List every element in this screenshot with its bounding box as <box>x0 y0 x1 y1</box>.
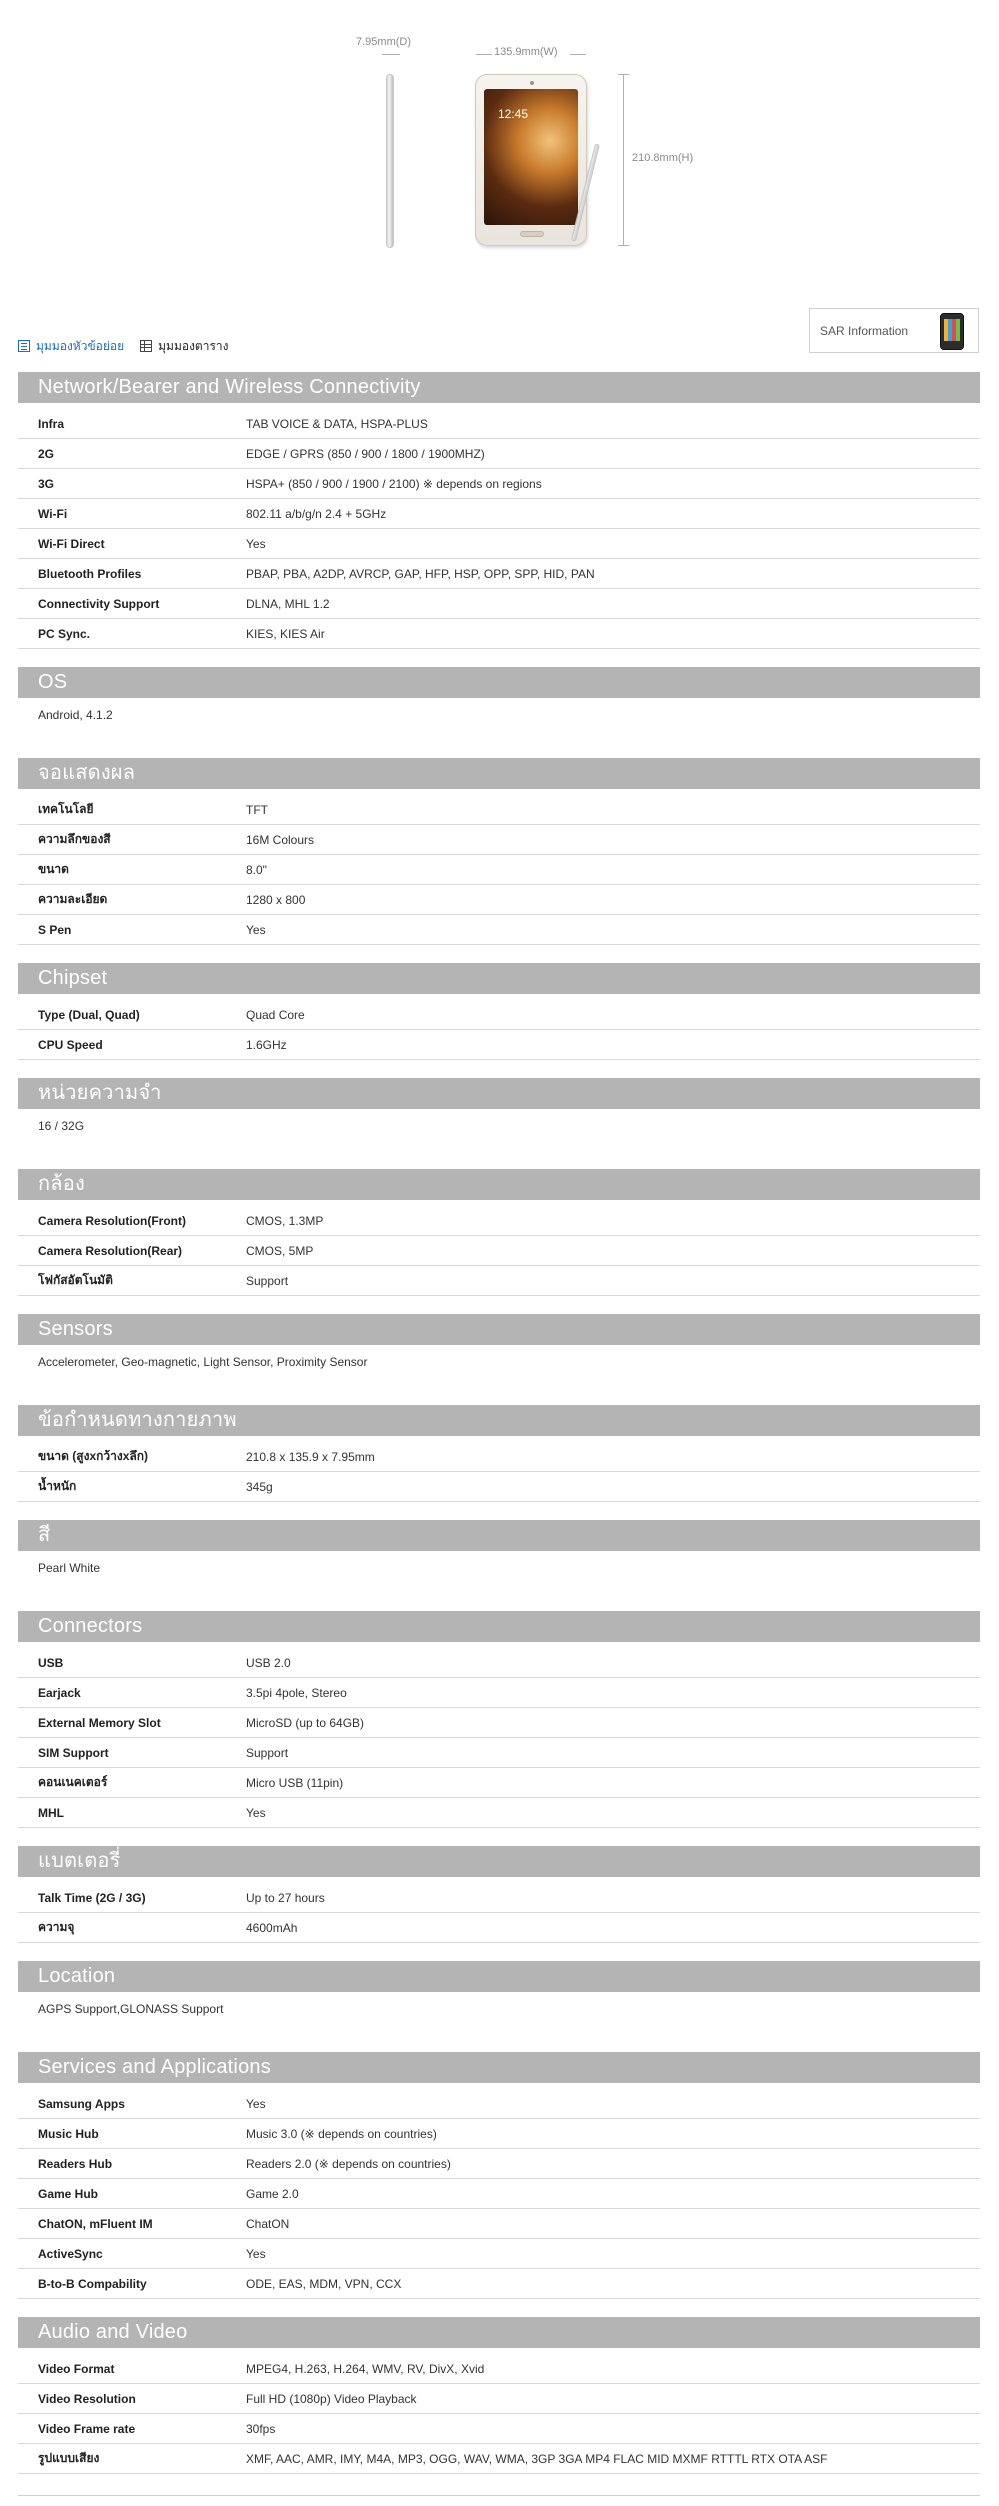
section-gap <box>18 649 980 667</box>
spec-rows <box>18 403 980 649</box>
spec-rows <box>18 994 980 1060</box>
spec-key: External Memory Slot <box>38 1715 161 1730</box>
spec-key: คอนเนคเตอร์ <box>38 1775 108 1789</box>
spec-value: Full HD (1080p) Video Playback <box>246 2391 417 2406</box>
section-title: Audio and Video <box>18 2317 980 2348</box>
spec-value: Support <box>246 1273 289 1288</box>
spec-key: Readers Hub <box>38 2156 113 2171</box>
height-line <box>623 74 624 246</box>
spec-value: ODE, EAS, MDM, VPN, CCX <box>246 2276 402 2291</box>
spec-key: Camera Resolution(Rear) <box>38 1243 183 1258</box>
spec-row <box>18 619 980 649</box>
spec-row <box>18 529 980 559</box>
spec-value: XMF, AAC, AMR, IMY, M4A, MP3, OGG, WAV, WMA, 3GP 3GA MP4 FLAC MID MXMF RTTTL RTX OTA ASF <box>246 2451 828 2466</box>
spec-row <box>18 439 980 469</box>
spec-value: 4600mAh <box>246 1920 298 1935</box>
list-view-label: มุมมองหัวข้อย่อย <box>36 338 125 353</box>
bottom-divider <box>18 2495 980 2496</box>
spec-key: Wi-Fi <box>38 506 68 521</box>
spec-value: DLNA, MHL 1.2 <box>246 596 330 611</box>
height-tick-bottom <box>618 245 629 246</box>
spec-section <box>18 1961 980 2052</box>
spec-value: TFT <box>246 802 268 817</box>
spec-value: CMOS, 5MP <box>246 1243 314 1258</box>
section-title: Chipset <box>18 963 980 994</box>
spec-row <box>18 2089 980 2119</box>
phone-icon <box>940 313 964 350</box>
spec-key: ขนาด (สูงxกว้างxลึก) <box>38 1449 149 1463</box>
tablet-front-view <box>475 74 587 246</box>
home-button <box>520 231 544 237</box>
spec-key: 2G <box>38 446 55 461</box>
spec-value: Yes <box>246 922 266 937</box>
spec-row <box>18 2119 980 2149</box>
spec-key: Music Hub <box>38 2126 99 2141</box>
spec-key: MHL <box>38 1805 64 1820</box>
spec-value: 16M Colours <box>246 832 315 847</box>
spec-row <box>18 1798 980 1828</box>
spec-rows <box>18 1200 980 1296</box>
spec-row <box>18 1236 980 1266</box>
section-gap <box>18 1151 980 1169</box>
spec-row <box>18 1442 980 1472</box>
spec-key: Camera Resolution(Front) <box>38 1213 187 1228</box>
spec-key: B-to-B Compability <box>38 2276 147 2291</box>
spec-section <box>18 1169 980 1314</box>
spec-key: Wi-Fi Direct <box>38 536 105 551</box>
spec-key: Samsung Apps <box>38 2096 125 2111</box>
spec-key: Earjack <box>38 1685 81 1700</box>
tablet-side-view <box>386 74 394 248</box>
screen-clock: 12:45 <box>498 107 529 121</box>
spec-value: USB 2.0 <box>246 1655 291 1670</box>
sar-label: SAR Information <box>820 323 909 338</box>
spec-value: Support <box>246 1745 289 1760</box>
spec-row <box>18 2209 980 2239</box>
spec-value: ChatON <box>246 2216 290 2231</box>
spec-section <box>18 758 980 963</box>
spec-value: 8.0" <box>246 862 267 877</box>
spec-value: Yes <box>246 536 266 551</box>
spec-row <box>18 915 980 945</box>
spec-rows <box>18 789 980 945</box>
spec-value: KIES, KIES Air <box>246 626 325 641</box>
section-title: สี <box>18 1520 980 1551</box>
spec-row <box>18 559 980 589</box>
spec-value: Micro USB (11pin) <box>246 1775 344 1790</box>
spec-key: Video Format <box>38 2361 115 2376</box>
spec-value: 345g <box>246 1479 273 1494</box>
spec-value: Music 3.0 (※ depends on countries) <box>246 2126 437 2141</box>
spec-value: PBAP, PBA, A2DP, AVRCP, GAP, HFP, HSP, OPP, SPP, HID, PAN <box>246 566 595 581</box>
spec-value: MPEG4, H.263, H.264, WMV, RV, DivX, Xvid <box>246 2361 485 2376</box>
spec-section <box>18 1314 980 1405</box>
spec-value: EDGE / GPRS (850 / 900 / 1800 / 1900MHZ) <box>246 446 485 461</box>
spec-row <box>18 1030 980 1060</box>
spec-key: ความละเอียด <box>38 892 108 906</box>
spec-row <box>18 2414 980 2444</box>
spec-row <box>18 1472 980 1502</box>
spec-row <box>18 2239 980 2269</box>
spec-row <box>18 469 980 499</box>
spec-row <box>18 409 980 439</box>
height-label: 210.8mm(H) <box>632 152 694 164</box>
table-view-label: มุมมองตาราง <box>158 338 229 353</box>
spec-value: 1.6GHz <box>246 1037 287 1052</box>
spec-key: เทคโนโลยี <box>38 802 94 816</box>
spec-value: 1280 x 800 <box>246 892 306 907</box>
section-title: Network/Bearer and Wireless Connectivity <box>18 372 980 403</box>
spec-key: Bluetooth Profiles <box>38 566 142 581</box>
depth-line <box>382 54 400 55</box>
spec-value: Readers 2.0 (※ depends on countries) <box>246 2156 451 2171</box>
list-view-icon <box>18 340 30 352</box>
spec-key: SIM Support <box>38 1745 109 1760</box>
spec-row <box>18 1738 980 1768</box>
spec-row <box>18 1883 980 1913</box>
spec-sections <box>18 372 980 2492</box>
spec-key: Talk Time (2G / 3G) <box>38 1890 146 1905</box>
section-gap <box>18 2034 980 2052</box>
spec-key: Infra <box>38 416 65 431</box>
spec-rows <box>18 1436 980 1502</box>
width-line-right <box>570 54 586 55</box>
section-gap <box>18 1593 980 1611</box>
spec-value: HSPA+ (850 / 900 / 1900 / 2100) ※ depends on regions <box>246 476 542 491</box>
spec-section <box>18 1611 980 1846</box>
spec-key: ChatON, mFluent IM <box>38 2216 153 2231</box>
spec-key: PC Sync. <box>38 626 91 641</box>
spec-rows <box>18 1877 980 1943</box>
spec-row <box>18 855 980 885</box>
spec-key: น้ำหนัก <box>38 1479 77 1493</box>
spec-row <box>18 499 980 529</box>
spec-value: Yes <box>246 1805 266 1820</box>
spec-section <box>18 1520 980 1611</box>
spec-section <box>18 963 980 1078</box>
spec-value: 30fps <box>246 2421 276 2436</box>
section-gap <box>18 1060 980 1078</box>
section-title: OS <box>18 667 980 698</box>
spec-row <box>18 2269 980 2299</box>
table-view-link[interactable] <box>140 337 228 356</box>
section-title: กล้อง <box>18 1169 980 1200</box>
depth-label: 7.95mm(D) <box>356 36 412 48</box>
spec-value: 210.8 x 135.9 x 7.95mm <box>246 1449 375 1464</box>
section-title: ข้อกำหนดทางกายภาพ <box>18 1405 980 1436</box>
spec-row <box>18 2354 980 2384</box>
spec-section <box>18 1078 980 1169</box>
section-gap <box>18 945 980 963</box>
sar-information-button[interactable] <box>809 308 979 353</box>
spec-row <box>18 1266 980 1296</box>
section-gap <box>18 1296 980 1314</box>
view-toggle-bar <box>18 336 229 356</box>
spec-row <box>18 2149 980 2179</box>
spec-value: Yes <box>246 2096 266 2111</box>
section-title: แบตเตอรี่ <box>18 1846 980 1877</box>
spec-value: Yes <box>246 2246 266 2261</box>
spec-row <box>18 885 980 915</box>
spec-value: 3.5pi 4pole, Stereo <box>246 1685 347 1700</box>
spec-key: S Pen <box>38 922 72 937</box>
spec-key: ActiveSync <box>38 2246 103 2261</box>
section-title: จอแสดงผล <box>18 758 980 789</box>
spec-row <box>18 1648 980 1678</box>
spec-key: ความลึกของสี <box>38 832 111 846</box>
spec-key: ความจุ <box>38 1920 75 1934</box>
spec-row <box>18 795 980 825</box>
spec-value: 802.11 a/b/g/n 2.4 + 5GHz <box>246 506 387 521</box>
section-gap <box>18 2474 980 2492</box>
spec-text: Pearl White <box>38 1561 101 1575</box>
spec-key: ขนาด <box>38 862 69 876</box>
spec-key: Game Hub <box>38 2186 99 2201</box>
section-gap <box>18 1828 980 1846</box>
spec-text: Accelerometer, Geo-magnetic, Light Sensor, Proximity Sensor <box>38 1355 368 1369</box>
width-label: 135.9mm(W) <box>494 46 558 58</box>
spec-rows <box>18 1642 980 1828</box>
spec-text: 16 / 32G <box>38 1119 85 1133</box>
spec-key: โฟกัสอัตโนมัติ <box>38 1273 113 1287</box>
spec-key: USB <box>38 1655 64 1670</box>
spec-section <box>18 667 980 758</box>
spec-section <box>18 2052 980 2317</box>
spec-section <box>18 372 980 667</box>
section-gap <box>18 740 980 758</box>
spec-section <box>18 1846 980 1961</box>
device-dimension-figure <box>340 28 720 258</box>
section-title: Location <box>18 1961 980 1992</box>
section-title: Connectors <box>18 1611 980 1642</box>
section-gap <box>18 2299 980 2317</box>
tablet-screen <box>484 89 578 225</box>
spec-row <box>18 1000 980 1030</box>
spec-text: AGPS Support,GLONASS Support <box>38 2002 224 2016</box>
spec-row <box>18 589 980 619</box>
spec-row <box>18 1768 980 1798</box>
spec-row <box>18 1206 980 1236</box>
section-gap <box>18 1502 980 1520</box>
front-camera <box>530 81 534 85</box>
spec-value: CMOS, 1.3MP <box>246 1213 324 1228</box>
spec-key: 3G <box>38 476 55 491</box>
spec-key: รูปแบบเสียง <box>38 2451 100 2465</box>
spec-section <box>18 2317 980 2492</box>
spec-value: Quad Core <box>246 1007 305 1022</box>
spec-key: CPU Speed <box>38 1037 103 1052</box>
section-gap <box>18 1387 980 1405</box>
spec-key: Connectivity Support <box>38 596 160 611</box>
section-title: Sensors <box>18 1314 980 1345</box>
spec-key: Type (Dual, Quad) <box>38 1007 140 1022</box>
spec-row <box>18 2384 980 2414</box>
spec-row <box>18 1913 980 1943</box>
spec-value: Game 2.0 <box>246 2186 299 2201</box>
spec-value: TAB VOICE & DATA, HSPA-PLUS <box>246 416 428 431</box>
spec-row <box>18 1678 980 1708</box>
spec-value: MicroSD (up to 64GB) <box>246 1715 365 1730</box>
spec-key: Video Resolution <box>38 2391 136 2406</box>
section-title: Services and Applications <box>18 2052 980 2083</box>
spec-rows <box>18 2348 980 2474</box>
section-title: หน่วยความจำ <box>18 1078 980 1109</box>
list-view-link[interactable] <box>18 337 124 356</box>
spec-rows <box>18 2083 980 2299</box>
section-gap <box>18 1943 980 1961</box>
width-line-left <box>476 54 492 55</box>
spec-row <box>18 2179 980 2209</box>
height-tick-top <box>618 74 629 75</box>
spec-section <box>18 1405 980 1520</box>
grid-view-icon <box>140 340 152 352</box>
spec-key: Video Frame rate <box>38 2421 136 2436</box>
spec-value: Up to 27 hours <box>246 1890 325 1905</box>
spec-row <box>18 825 980 855</box>
spec-row <box>18 1708 980 1738</box>
spec-text: Android, 4.1.2 <box>38 708 113 722</box>
spec-row <box>18 2444 980 2474</box>
